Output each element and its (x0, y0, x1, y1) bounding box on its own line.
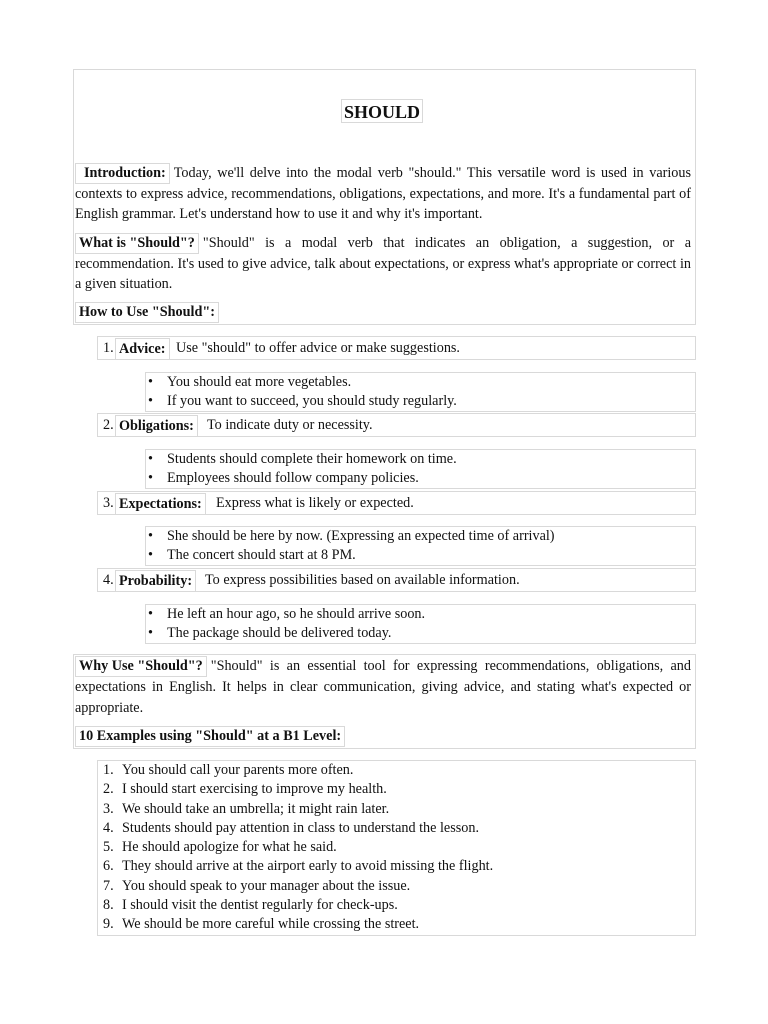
what-text: "Should" is a modal verb that indicates an obligation, a suggestion, or a recommendation. It's used to give advice, talk about expectations, or express what's appropriate or correct in a given situation. (75, 235, 691, 292)
example-item (98, 857, 695, 876)
why-label: Why Use "Should"? (75, 656, 207, 677)
bullet-item: • He left an hour ago, so he should arrive soon. (146, 605, 695, 624)
bullet-item: • If you want to succeed, you should study regularly. (146, 392, 695, 411)
use-item (97, 491, 696, 515)
how-heading: How to Use "Should": (75, 302, 219, 323)
intro-text: Today, we'll delve into the modal verb "should." This versatile word is used in various contexts to express advice, recommendations, obligations, expectations, and more. It's a fundamental part of English grammar. Let's understand how to use it and why it's important. (75, 165, 691, 222)
example-number: 4. (103, 819, 114, 836)
example-text: You should speak to your manager about the issue. (122, 877, 411, 894)
example-text: I should visit the dentist regularly for check-ups. (122, 897, 398, 914)
example-text: They should arrive at the airport early to avoid missing the flight. (122, 858, 494, 875)
bullet-item: • You should eat more vegetables. (146, 373, 695, 392)
bullet-item: • The package should be delivered today. (146, 624, 695, 643)
use-number: 2. (103, 417, 114, 433)
use-number: 3. (103, 495, 114, 511)
example-item (98, 915, 695, 934)
intro-label: Introduction: (75, 163, 170, 184)
what-label: What is "Should"? (75, 233, 199, 254)
example-number: 8. (103, 897, 114, 914)
example-item (98, 761, 695, 780)
why-text: "Should" is an essential tool for expressing recommendations, obligations, and expectations in English. It helps in clear communication, giving advice, and stating what's expected or appropriate. (75, 658, 691, 716)
intro-paragraph (75, 163, 691, 224)
what-paragraph (75, 233, 691, 294)
example-item (98, 819, 695, 838)
use-description: Express what is likely or expected. (216, 495, 414, 511)
example-item (98, 877, 695, 896)
use-label: Obligations: (115, 415, 198, 437)
use-label: Probability: (115, 570, 196, 592)
example-number: 7. (103, 877, 114, 894)
use-description: To express possibilities based on available information. (205, 572, 520, 588)
page-title: SHOULD (341, 99, 423, 123)
use-item (97, 568, 696, 592)
use-item (97, 336, 696, 360)
bullet-item: • Employees should follow company policies. (146, 469, 695, 488)
why-paragraph (75, 656, 691, 718)
example-number: 5. (103, 839, 114, 856)
example-text: You should call your parents more often. (122, 762, 354, 778)
example-item (98, 838, 695, 857)
bullet-item: • She should be here by now. (Expressing an expected time of arrival) (146, 527, 695, 546)
examples-heading: 10 Examples using "Should" at a B1 Level: (75, 726, 345, 747)
use-number: 4. (103, 572, 114, 588)
example-number: 2. (103, 781, 114, 798)
example-text: He should apologize for what he said. (122, 839, 337, 856)
example-text: We should take an umbrella; it might rain later. (122, 800, 390, 817)
example-number: 1. (103, 762, 114, 778)
use-item (97, 413, 696, 437)
example-text: I should start exercising to improve my health. (122, 781, 387, 798)
use-examples (145, 372, 696, 412)
example-item (98, 896, 695, 915)
examples-list (97, 760, 696, 936)
bullet-item: • Students should complete their homework on time. (146, 450, 695, 469)
example-text: Students should pay attention in class to understand the lesson. (122, 819, 480, 836)
use-label: Advice: (115, 338, 170, 360)
use-description: Use "should" to offer advice or make suggestions. (176, 340, 460, 356)
example-text: We should be more careful while crossing the street. (122, 916, 420, 933)
example-item (98, 780, 695, 799)
use-number: 1. (103, 340, 114, 356)
example-number: 3. (103, 800, 114, 817)
use-description: To indicate duty or necessity. (207, 417, 373, 433)
example-number: 9. (103, 916, 114, 933)
use-examples (145, 526, 696, 566)
use-examples (145, 449, 696, 489)
use-examples (145, 604, 696, 644)
bullet-item: • The concert should start at 8 PM. (146, 546, 695, 565)
example-number: 6. (103, 858, 114, 875)
use-label: Expectations: (115, 493, 206, 515)
example-item (98, 800, 695, 819)
